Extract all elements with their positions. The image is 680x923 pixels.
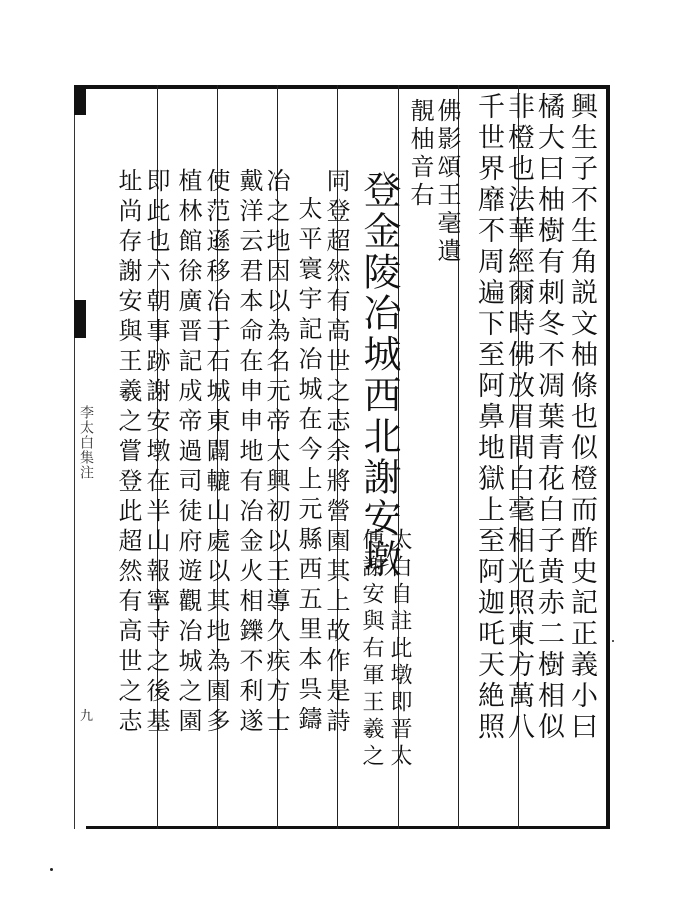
text-column-2: 橘大曰柚樹有刺冬不凋葉青花白子黄赤二樹相似 xyxy=(533,92,564,743)
scan-speck xyxy=(50,868,53,871)
text-column-5: 佛影頌王毫遺 xyxy=(433,98,461,266)
page-number: 九 xyxy=(80,709,94,724)
spine-mark-top xyxy=(74,85,86,115)
spine-label: 李太白集注 xyxy=(78,405,94,480)
scan-speck xyxy=(612,640,614,642)
text-column-9: 太平寰宇記冶城在今上元縣西五里本呉鑄 xyxy=(294,196,322,736)
text-column-13: 植林館徐廣晋記成帝過司徒府遊觀冶城之園 xyxy=(174,168,202,738)
text-column-8: 同登超然有高世之志余將營園其上故作是詩 xyxy=(322,168,350,738)
text-column-1: 興生子不生角説文柚條也似橙而酢史記正義小曰 xyxy=(566,92,597,743)
text-column-10: 冶之地因以為名元帝太興初以王導久疾方士 xyxy=(262,168,290,738)
title-note-right: 太白自註此墩即晋太 xyxy=(387,528,412,771)
poem-title: 登金陵冶城西北謝安墩 xyxy=(357,170,401,580)
text-column-4: 千世界靡不周遍下至阿鼻地獄上至阿迦吒天絶照 xyxy=(473,92,504,743)
text-column-12: 使范遜移冶于石城東闢轆山處以其地為園多 xyxy=(202,168,230,738)
text-column-3: 非橙也法華經爾時佛放眉間白毫相光照東方萬八 xyxy=(503,92,534,743)
title-note-left: 傅謝安與右軍王羲之 xyxy=(359,528,384,771)
text-column-15: 址尚存謝安與王羲之嘗登此超然有高世之志 xyxy=(114,168,142,738)
text-column-14: 即此也六朝事跡謝安墩在半山報寧寺之後基 xyxy=(142,168,170,738)
text-column-6: 靚柚音右 xyxy=(406,98,434,210)
spine-fishtail-mark xyxy=(74,300,86,338)
text-column-11: 戴洋云君本命在申申地有冶金火相鑠不利遂 xyxy=(235,168,263,738)
